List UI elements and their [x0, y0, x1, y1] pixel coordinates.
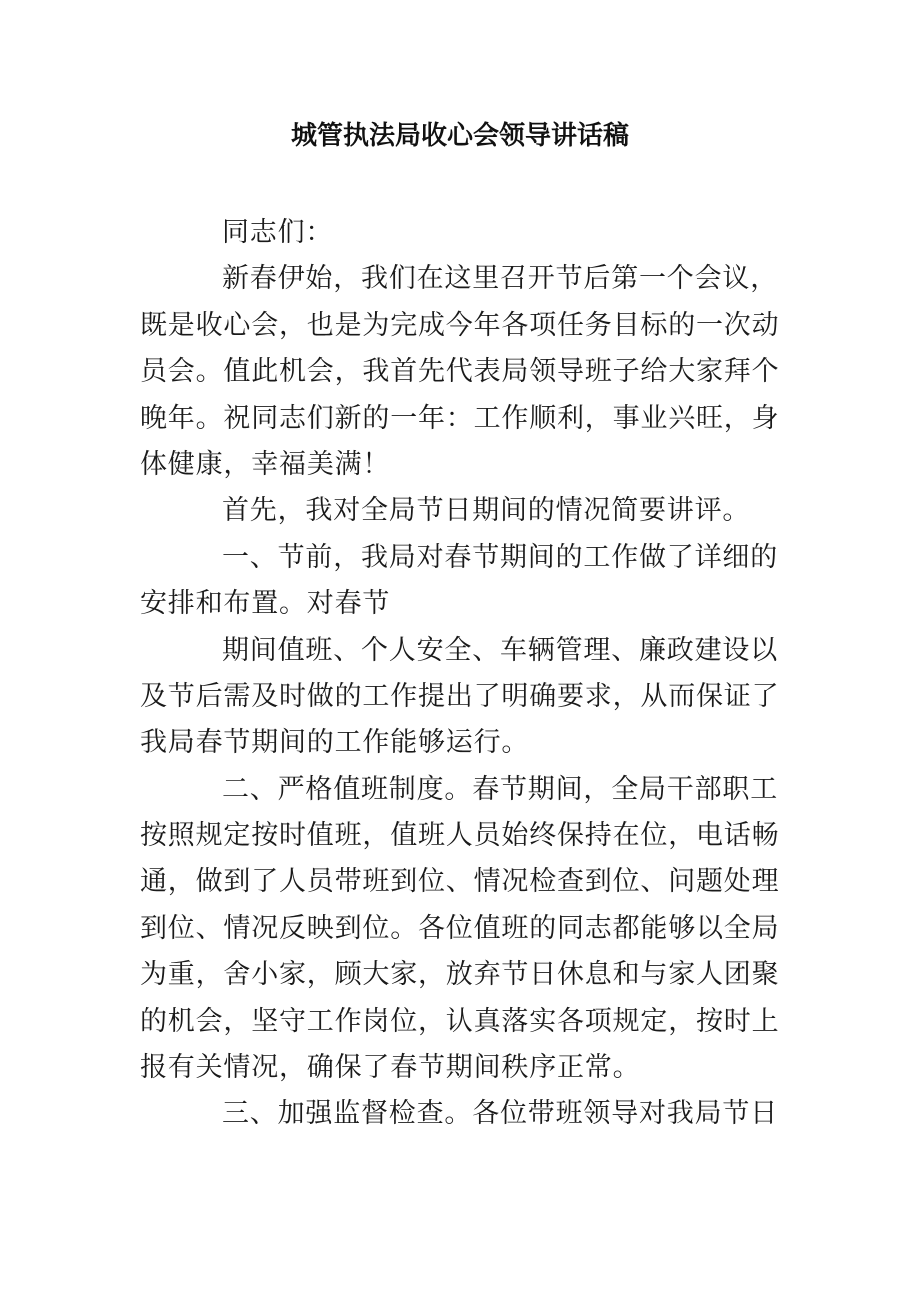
document-body — [140, 210, 800, 1138]
text-line: 期间值班、个人安全、车辆管理、廉政建设以 — [222, 634, 778, 666]
text-line: 首先，我对全局节日期间的情况简要讲评。 — [222, 495, 751, 527]
text-line: 新春伊始，我们在这里召开节后第一个会议， — [222, 263, 778, 295]
text-line: 同志们： — [222, 217, 334, 248]
text-line: 到位、情况反映到位。各位值班的同志都能够以全局 — [140, 912, 780, 944]
text-line: 及节后需及时做的工作提出了明确要求，从而保证了 — [140, 680, 780, 712]
text-line: 既是收心会，也是为完成今年各项任务目标的一次动 — [140, 309, 780, 341]
text-line: 体健康，幸福美满！ — [140, 448, 391, 480]
document-title: 城管执法局收心会领导讲话稿 — [290, 121, 629, 151]
text-line: 二、严格值班制度。春节期间，全局干部职工 — [222, 773, 778, 805]
text-line: 通，做到了人员带班到位、情况检查到位、问题处理 — [140, 866, 780, 898]
text-line: 为重，舍小家，顾大家，放弃节日休息和与家人团聚 — [140, 959, 780, 991]
text-line: 安排和布置。对春节 — [140, 588, 391, 620]
text-line: 的机会，坚守工作岗位，认真落实各项规定，按时上 — [140, 1005, 780, 1037]
text-line: 按照规定按时值班，值班人员始终保持在位，电话畅 — [140, 820, 780, 852]
text-line: 晚年。祝同志们新的一年：工作顺利，事业兴旺，身 — [140, 402, 780, 434]
text-line: 一、节前，我局对春节期间的工作做了详细的 — [222, 541, 778, 573]
text-line: 三、加强监督检查。各位带班领导对我局节日 — [222, 1098, 778, 1130]
text-line: 员会。值此机会，我首先代表局领导班子给大家拜个 — [140, 356, 780, 388]
text-line: 我局春节期间的工作能够运行。 — [140, 727, 530, 759]
text-line: 报有关情况，确保了春节期间秩序正常。 — [140, 1052, 641, 1084]
